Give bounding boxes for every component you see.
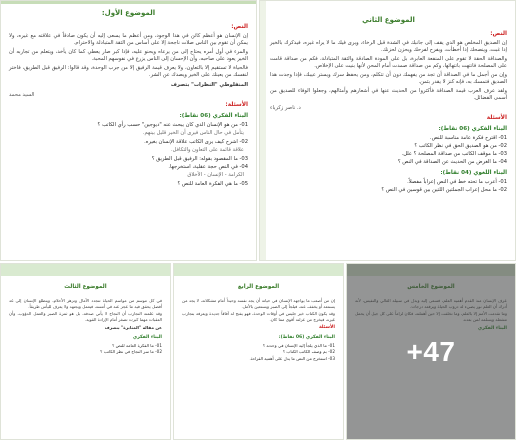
questions-heading: الأسئلة bbox=[486, 115, 507, 121]
photo-tile-2[interactable] bbox=[259, 0, 516, 261]
question-item: 02- ما محل إعراب الجملتين اللتين بين قوسين في النص ؟ bbox=[381, 187, 507, 193]
question-item: 02- ما سر النجاح في نظر الكاتب ؟ bbox=[100, 349, 162, 355]
document-page-1 bbox=[1, 1, 256, 195]
source-line: المنفلوطي "النظرات" بتصرف bbox=[170, 82, 248, 88]
author-line: السيد محمد bbox=[9, 92, 35, 98]
photo-tile-1[interactable] bbox=[0, 0, 257, 261]
more-photos-overlay[interactable] bbox=[347, 264, 515, 439]
page-side-band bbox=[260, 1, 266, 260]
paragraph: ولقد عرف العرب قيمة الصداقة فأكثروا من الحديث عنها في أشعارهم وأمثالهم، وجعلوا الوفاء للصديق من أسمى الفضائل. bbox=[270, 88, 507, 101]
page-header-band bbox=[1, 264, 170, 276]
answer-item: علاقة قائمة على التعاون والتكافل. bbox=[170, 147, 244, 153]
photo-tile-5[interactable] bbox=[346, 263, 516, 440]
question-item: 01- اقترح فكرة عامة مناسبة للنص. bbox=[429, 135, 507, 141]
photo-tile-3[interactable] bbox=[0, 263, 171, 440]
photo-tile-4[interactable] bbox=[173, 263, 344, 440]
paragraph: في كل موسم من مواسم الحياة تتجدد الآمال وتزهر الأحلام، ويتطلع الإنسان إلى غد أفضل يحقق فيه ما عجز عنه في أمسه، فيعمل ويجتهد ولا يعرف لليأس طريقاً. bbox=[9, 298, 162, 309]
question-item: 02- بم وصف الكاتب الكتاب ؟ bbox=[282, 349, 335, 355]
questions-heading: الأسئلة: bbox=[225, 102, 248, 108]
question-item: 04- في النص حجة عقلية، استخرجها. bbox=[168, 164, 248, 170]
section-heading: البناء اللغوي (04 نقاط): bbox=[440, 170, 507, 176]
question-item: 02- من هو الصديق الحق في نظر الكاتب ؟ bbox=[414, 143, 507, 149]
paragraph: وقد يكون الكتاب خير جليس في أوقات الوحدة، فهو يفتح له آفاقاً جديدة ويعرفه بتجارب غيره، فيخرج من عزلته أقوى مما كان. bbox=[182, 311, 335, 322]
paragraph: إن الصديق المخلص هو الذي يقف إلى جانبك في الشدة قبل الرخاء، ويرى فيك ما لا يراه غيره، فيذكرك بالخير إذا غبت، وينصحك إذا أخطأت، ويفرح لفرحك ويحزن لحزنك. bbox=[270, 40, 507, 53]
paragraph: فالحياة لا تستقيم إلا بالتعاون، ولا يعرف قيمة الرفيق إلا من جرب الوحدة، وقد قالوا: الرفيق قبل الطريق، فاختر لنفسك من يعينك على الخير ويصدك عن الشر. bbox=[9, 65, 248, 78]
document-page-2 bbox=[260, 1, 515, 201]
more-photos-count: +47 bbox=[406, 335, 456, 367]
page-top-band bbox=[1, 1, 256, 4]
document-title: الموضوع الأول: bbox=[101, 9, 156, 17]
text-label: النص: bbox=[490, 31, 507, 37]
question-item: 01- أعرب ما تحته خط في النص إعراباً مفصلاً. bbox=[407, 179, 507, 185]
paragraph: وإن من أجمل ما في الصداقة أن تجد من يفهمك دون أن تتكلم، ومن يحفظ سرك ويستر عيبك، فإذا وجدت هذا الصديق فتمسك به، فإنه كنز لا يقدر بثمن. bbox=[270, 72, 507, 85]
answer-item: الكرامة - الإنسان - الأخلاق bbox=[187, 172, 244, 178]
question-item: 05- ما هي الفكرة العامة للنص ؟ bbox=[177, 181, 248, 187]
document-title: الموضوع الثالث bbox=[64, 284, 107, 290]
document-page-3 bbox=[1, 264, 170, 362]
paragraph: وقد علمته التجارب أن النجاح لا يأتي صدفة، بل هو ثمرة الصبر والعمل الدؤوب، وأن العقبات مهما كبرت تصغر أمام الإرادة القوية. bbox=[9, 311, 162, 322]
document-title: الموضوع الرابع bbox=[237, 284, 280, 290]
section-heading: البناء الفكري bbox=[132, 334, 162, 340]
source-line: عن مقالة "المثابرة" بتصرف bbox=[104, 325, 162, 331]
question-item: 03- استخرج من النص ما يدل على أهمية القراءة. bbox=[249, 355, 335, 361]
question-item: 02- اشرح كيف يرى الكاتب علاقة الإنسان بغيره. bbox=[144, 139, 248, 145]
question-item: 04- ما الغرض من الحديث عن الصداقة في النص ؟ bbox=[397, 159, 507, 165]
question-item: 01- ما الفكرة العامة للنص ؟ bbox=[112, 342, 162, 348]
section-heading: البناء الفكري (06 نقاط): bbox=[179, 113, 248, 119]
text-label: النص: bbox=[231, 24, 248, 30]
question-item: 03- ما موقف الكاتب من صداقة المصلحة ؟ علل. bbox=[401, 151, 507, 157]
author-line: د. ناصر زكرياء bbox=[270, 105, 301, 111]
questions-heading: الأسئلة bbox=[318, 325, 335, 331]
paragraph: والمرء في أول أمره يحتاج إلى من يرعاه ويحنو عليه، فإذا كبر صار يعطي كما كان يأخذ، ويتعلم من تجاربه أن الخير يعود على صاحبه، وأن الإحسان إلى الناس يزرع في نفوسهم المحبة. bbox=[9, 49, 248, 62]
page-header-band bbox=[174, 264, 343, 276]
answer-item: يتأمل في حال الناس فيرى أن الخير قليل بينهم. bbox=[142, 130, 244, 136]
section-heading: البناء الفكري (06 نقاط): bbox=[438, 126, 507, 132]
section-heading: البناء الفكري (06 نقاط): bbox=[278, 334, 335, 340]
paragraph: إن من أصعب ما يواجهه الإنسان في حياته أن يجد نفسه وحيداً أمام مشكلاته، لا يجد من يسمعه أو يخفف عنه، فيلجأ إلى الصبر ويستعين بالأمل. bbox=[182, 298, 335, 309]
paragraph: والصداقة الحقة لا تقوم على المنفعة العابرة، بل على المودة الصادقة والثقة المتبادلة، فكم من صداقة قامت على المصلحة فانتهت بانتهائها، وكم من صداقة صمدت أمام المحن لأنها بنيت على الإخلاص. bbox=[270, 56, 507, 69]
paragraph: إن الإنسان هو أعظم كائن في هذا الوجود، ومن أعظم ما يسعى إليه أن يكون صادقاً في علاقته مع غيره، ولا يمكن أن تقوم بين الناس صلات ناجحة إلا على أساس من الثقة المتبادلة والاحترام. bbox=[9, 33, 248, 46]
document-title: الموضوع الثاني bbox=[362, 16, 415, 24]
question-item: 03- ما المقصود بقوله: الرفيق قبل الطريق ؟ bbox=[151, 156, 248, 162]
question-item: 01- من هو الإنسان الذي كان يبحث عنه "ديوجين" حسب رأي الكاتب ؟ bbox=[97, 122, 248, 128]
question-item: 01- ما الذي يلجأ إليه الإنسان في وحدته ؟ bbox=[262, 342, 335, 348]
document-page-4 bbox=[174, 264, 343, 368]
